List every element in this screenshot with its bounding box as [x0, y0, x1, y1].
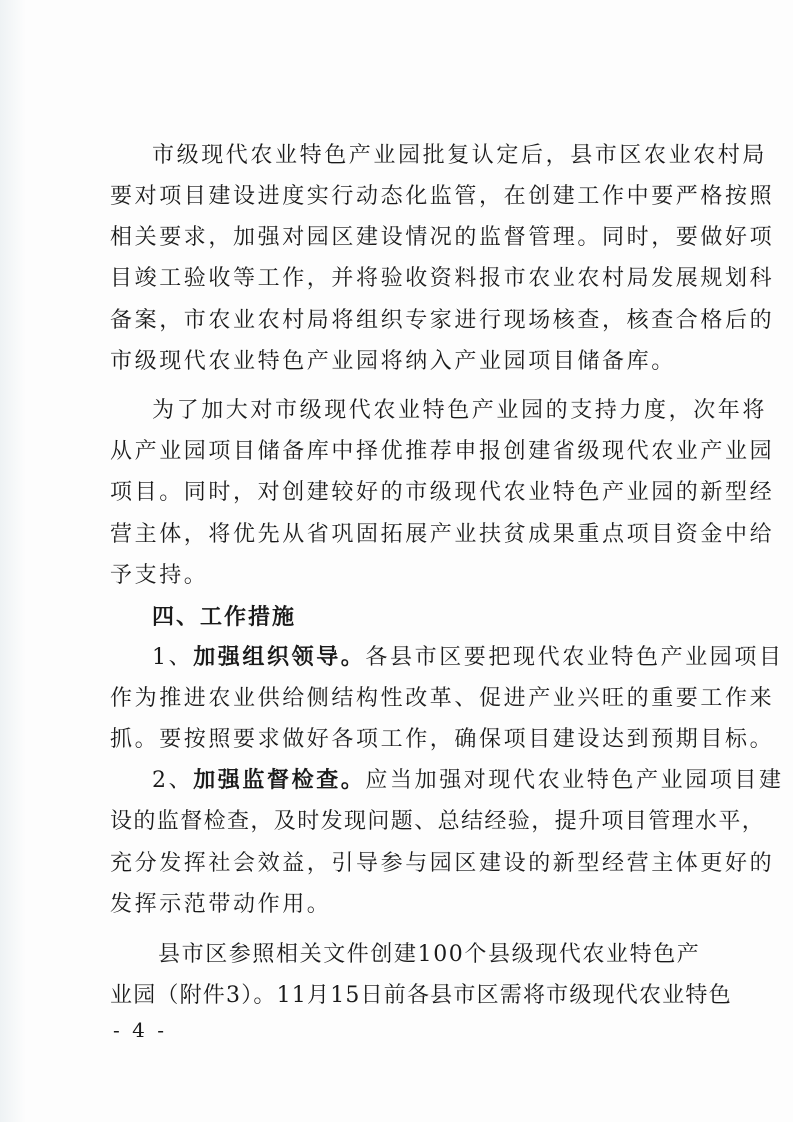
- paragraph-line: 市级现代农业特色产业园将纳入产业园项目储备库。: [110, 349, 676, 374]
- paragraph-line: 项目。同时，对创建较好的市级现代农业特色产业园的新型经: [110, 480, 775, 505]
- paragraph-line: 相关要求，加强对园区建设情况的监督管理。同时，要做好项: [110, 225, 775, 250]
- paragraph-line: 要对项目建设进度实行动态化监管，在创建工作中要严格按照: [110, 184, 775, 209]
- paragraph-line: 业园（附件3）。11月15日前各县市区需将市级现代农业特色: [110, 983, 732, 1008]
- item-1-first-line: [0, 644, 793, 672]
- paragraph-line: 作为推进农业供给侧结构性改革、促进产业兴旺的重要工作来: [110, 686, 775, 711]
- paragraph-line: 设的监督检查，及时发现问题、总结经验，提升项目管理水平，: [110, 809, 766, 834]
- item-lead: 加强监督检查。: [193, 768, 366, 793]
- page-number: - 4 -: [113, 1018, 167, 1042]
- paragraph-line: 县市区参照相关文件创建100个县级现代农业特色产: [158, 942, 701, 967]
- paragraph-line: 营主体，将优先从省巩固拓展产业扶贫成果重点项目资金中给: [110, 522, 775, 547]
- paragraph-line: 充分发挥社会效益，引导参与园区建设的新型经营主体更好的: [110, 851, 775, 876]
- paragraph-line: 发挥示范带动作用。: [110, 892, 332, 917]
- paragraph-line: 抓。要按照要求做好各项工作，确保项目建设达到预期目标。: [110, 727, 775, 752]
- paragraph-line: 予支持。: [110, 563, 209, 588]
- item-text: 各县市区要把现代农业特色产业园项目: [365, 645, 784, 670]
- paragraph-line: 从产业园项目储备库中择优推荐申报创建省级现代农业产业园: [110, 439, 775, 464]
- item-text: 应当加强对现代农业特色产业园项目建: [365, 768, 784, 793]
- paragraph-line: 备案，市农业农村局将组织专家进行现场核查，核查合格后的: [110, 308, 775, 333]
- paragraph-line: 为了加大对市级现代农业特色产业园的支持力度，次年将: [152, 398, 768, 423]
- item-number: 1、: [152, 645, 194, 670]
- item-number: 2、: [152, 768, 194, 793]
- item-2-first-line: [0, 767, 793, 795]
- paragraph-line: 目竣工验收等工作，并将验收资料报市农业农村局发展规划科: [110, 266, 775, 291]
- section-heading: 四、工作措施: [152, 605, 297, 630]
- item-lead: 加强组织领导。: [193, 645, 366, 670]
- paragraph-line: 市级现代农业特色产业园批复认定后，县市区农业农村局: [152, 143, 768, 168]
